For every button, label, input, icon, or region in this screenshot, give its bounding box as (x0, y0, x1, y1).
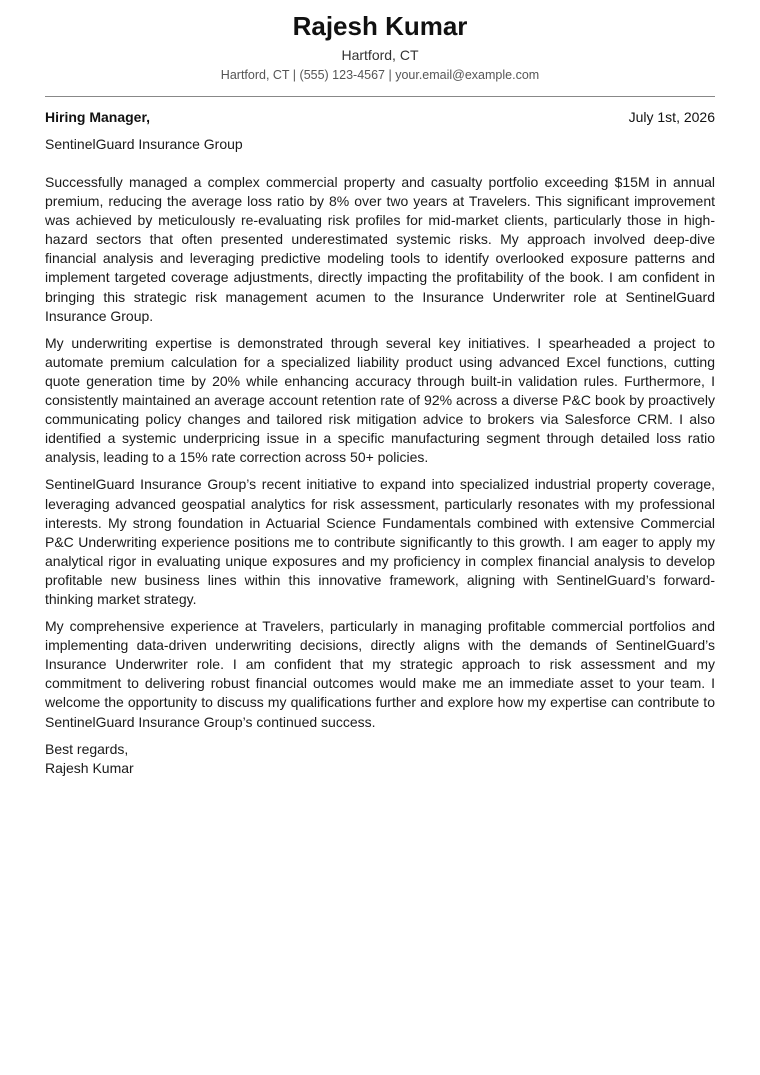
body-paragraph: SentinelGuard Insurance Group’s recent initiative to expand into specialized industrial property coverage, leveraging advanced geospatial analytics for risk assessment, particularly resonates with my professional interests. My strong foundation in Actuarial Science Fundamentals combined with extensive Commercial P&C Underwriting experience positions me to contribute significantly to this growth. I am eager to apply my analytical rigor in evaluating unique exposures and my proficiency in complex financial analysis to develop profitable new business lines within this innovative framework, aligning with SentinelGuard’s forward-thinking market strategy. (45, 476, 715, 607)
applicant-city: Hartford, CT (341, 47, 419, 63)
salutation: Hiring Manager, (45, 109, 151, 125)
letter-header (45, 10, 715, 84)
cover-letter-page (45, 0, 715, 779)
header-divider (45, 96, 715, 97)
recipient-company: SentinelGuard Insurance Group (45, 136, 243, 152)
body-paragraph: My underwriting expertise is demonstrated through several key initiatives. I spearheaded a project to automate premium calculation for a specialized liability product using advanced Excel functions, cutting quote generation time by 20% while enhancing accuracy through built-in validation rules. Furthermore, I consistently maintained an average account retention rate of 92% across a diverse P&C book by proactively communicating policy changes and tailored risk mitigation advice to brokers via Salesforce CRM. I also identified a systemic underpricing issue in a specific manufacturing segment through detailed loss ratio analysis, leading to a 15% rate correction across 50+ policies. (45, 334, 715, 466)
applicant-name: Rajesh Kumar (292, 11, 468, 41)
body-paragraph: My comprehensive experience at Travelers, particularly in managing profitable commercial portfolios and implementing data-driven underwriting decisions, directly aligns with the demands of SentinelGuard’s Insurance Underwriter role. I am confident that my strategic approach to risk assessment and my commitment to delivering robust financial outcomes would make me an immediate asset to your team. I welcome the opportunity to discuss my qualifications further and explore how my expertise can contribute to SentinelGuard Insurance Group’s continued success. (45, 618, 715, 730)
recipient-row (45, 108, 715, 126)
letter-date: July 1st, 2026 (628, 109, 715, 125)
body-paragraph: Successfully managed a complex commercial property and casualty portfolio exceeding $15M in annual premium, reducing the average loss ratio by 8% over two years at Travelers. This significant improvement was achieved by meticulously re-evaluating risk profiles for mid-market clients, particularly those in high-hazard sectors that often presented underestimated systemic risks. My approach involved deep-dive financial analysis and leveraging predictive modeling tools to identify overlooked exposure patterns and implement targeted coverage adjustments, directly impacting the profitability of the book. I am confident in bringing this strategic risk management acumen to the Insurance Underwriter role at SentinelGuard Insurance Group. (45, 174, 715, 324)
contact-line: Hartford, CT | (555) 123-4567 | your.email@example.com (220, 68, 540, 82)
letter-closing (45, 740, 715, 779)
signature-name: Rajesh Kumar (45, 760, 134, 777)
letter-body (45, 173, 715, 732)
signoff: Best regards, (45, 740, 129, 757)
